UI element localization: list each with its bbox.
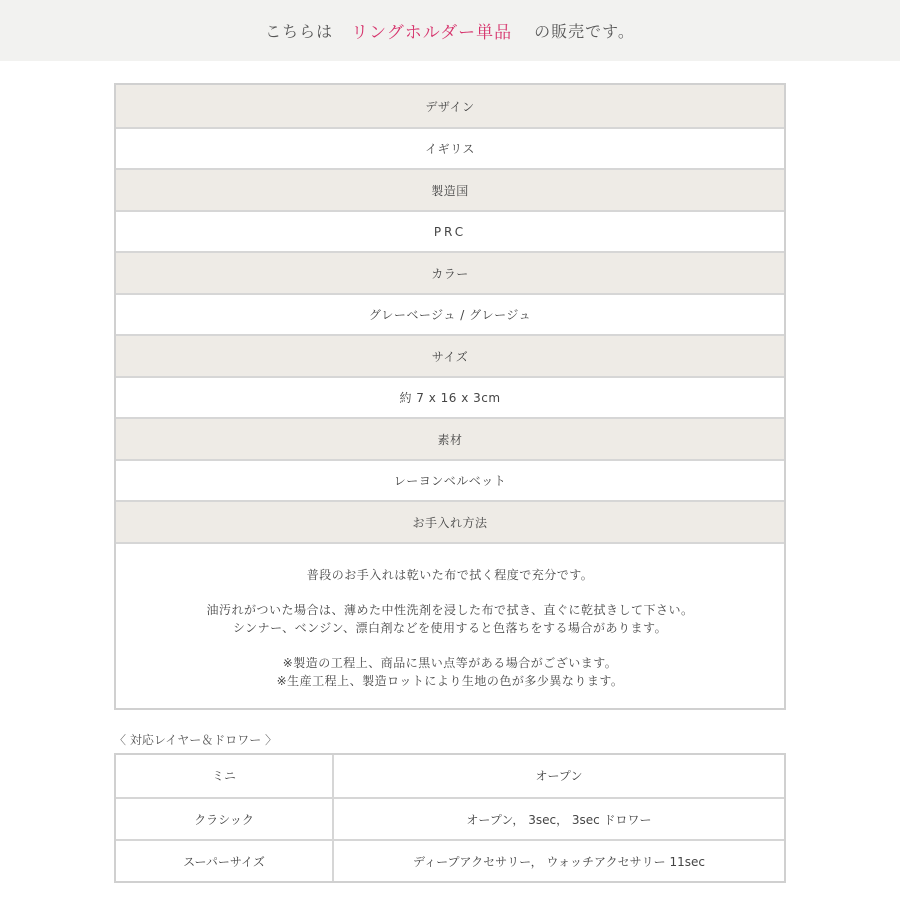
care-note-line: ※生産工程上、製造ロットにより生地の色が多少異なります。	[276, 674, 624, 688]
spec-label-design: デザイン	[116, 85, 784, 127]
compat-table	[114, 753, 786, 883]
spec-value-origin: PRC	[116, 210, 784, 251]
compat-model: スーパーサイズ	[116, 841, 334, 881]
care-text-line: 普段のお手入れは乾いた布で拭く程度で充分です。	[306, 568, 594, 582]
spec-label-color: カラー	[116, 251, 784, 293]
compat-items: オープン	[535, 768, 583, 783]
compat-items: オープン， 3sec， 3sec ドロワー	[466, 812, 652, 827]
spec-value-design: イギリス	[116, 127, 784, 168]
spec-value-size: 約 7 x 16 x 3cm	[116, 376, 784, 417]
spec-label-material: 素材	[116, 417, 784, 459]
compat-model: クラシック	[116, 799, 334, 839]
spec-table	[114, 83, 786, 710]
sale-notice-suffix: の販売です。	[534, 22, 635, 41]
care-text-line: シンナー、ベンジン、漂白剤などを使用すると色落ちをする場合があります。	[232, 621, 668, 635]
spec-value-material: レーヨンベルベット	[116, 459, 784, 500]
care-note-line: ※製造の工程上、商品に黒い点等がある場合がございます。	[282, 656, 618, 670]
table-row	[116, 755, 784, 797]
care-text-line: 油汚れがついた場合は、薄めた中性洗剤を浸した布で拭き、直ぐに乾拭きして下さい。	[206, 603, 694, 617]
compat-model: ミニ	[116, 755, 334, 797]
compat-section-title: 〈 対応レイヤー＆ドロワー 〉	[114, 733, 278, 747]
table-row	[116, 797, 784, 839]
sale-notice-prefix: こちらは	[265, 22, 334, 41]
sale-notice-product: リングホルダー単品	[351, 23, 513, 43]
compat-items: ディープアクセサリー， ウォッチアクセサリー 11sec	[413, 854, 705, 869]
spec-label-origin: 製造国	[116, 168, 784, 210]
spec-value-color: グレーベージュ / グレージュ	[116, 293, 784, 334]
spec-label-care: お手入れ方法	[116, 500, 784, 542]
sale-notice-banner	[0, 0, 900, 61]
spec-label-size: サイズ	[116, 334, 784, 376]
table-row	[116, 839, 784, 881]
spec-value-care	[116, 542, 784, 708]
